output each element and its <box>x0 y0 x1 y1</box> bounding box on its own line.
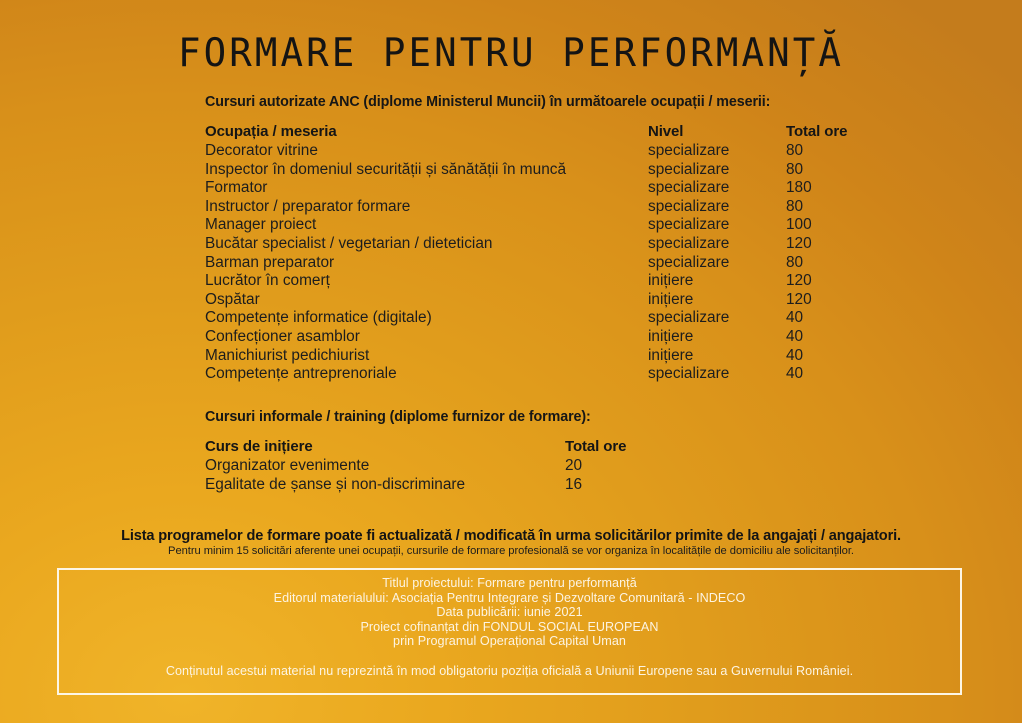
cell-occupation: Lucrător în comerț <box>205 272 330 290</box>
table-header-row <box>205 121 876 142</box>
footer-line: Data publicării: iunie 2021 <box>436 605 583 620</box>
cell-total-hours: 120 <box>786 290 812 308</box>
cell-level: inițiere <box>648 272 694 290</box>
footer-project-info <box>57 576 962 649</box>
cell-level: specializare <box>648 197 730 215</box>
informal-courses-table <box>205 436 705 494</box>
cell-level: inițiere <box>648 327 694 345</box>
cell-total-hours: 120 <box>786 272 812 290</box>
table-row <box>205 347 876 366</box>
section-1-heading: Cursuri autorizate ANC (diplome Ministerul Muncii) în următoarele ocupații / meserii: <box>205 94 771 110</box>
column-header-occupation: Ocupația / meseria <box>205 123 337 140</box>
table-row <box>205 272 876 291</box>
table-row <box>205 161 876 180</box>
table-row <box>205 235 876 254</box>
cell-total-hours: 120 <box>786 234 812 252</box>
cell-total-hours: 80 <box>786 253 804 271</box>
cell-level: specializare <box>648 365 730 383</box>
table-row <box>205 365 876 384</box>
cell-total-hours: 40 <box>786 327 804 345</box>
authorized-courses-table <box>205 121 876 384</box>
cell-occupation: Competențe antreprenoriale <box>205 365 397 383</box>
cell-level: specializare <box>648 234 730 252</box>
column-header-total-hours: Total ore <box>565 438 627 455</box>
footer-line: Editorul materialului: Asociația Pentru Integrare și Dezvoltare Comunitară - INDECO <box>273 590 746 605</box>
table-row <box>205 254 876 273</box>
cell-total-hours: 20 <box>565 457 583 474</box>
cell-occupation: Decorator vitrine <box>205 142 318 159</box>
cell-level: inițiere <box>648 290 694 308</box>
section-2-heading: Cursuri informale / training (diplome furnizor de formare): <box>205 409 591 425</box>
cell-total-hours: 40 <box>786 346 804 364</box>
column-header-total-hours: Total ore <box>786 123 848 140</box>
table-header-row <box>205 436 705 457</box>
cell-total-hours: 80 <box>786 160 804 178</box>
footer-line: prin Programul Operațional Capital Uman <box>393 634 626 649</box>
cell-occupation: Instructor / preparator formare <box>205 197 411 215</box>
table-row <box>205 216 876 235</box>
cell-total-hours: 40 <box>786 309 804 327</box>
footer-line: Proiect cofinanțat din FONDUL SOCIAL EUROPEAN <box>360 619 659 634</box>
table-row <box>205 291 876 310</box>
cell-occupation: Confecționer asamblor <box>205 327 360 345</box>
cell-occupation: Manichiurist pedichiurist <box>205 346 370 364</box>
cell-occupation: Inspector în domeniul securității și sănătății în muncă <box>205 160 567 178</box>
note-secondary: Pentru minim 15 solicitări aferente unei ocupații, cursurile de formare profesională se vor organiza în localitățile de domiciliu ale solicitanților. <box>168 545 854 557</box>
cell-level: specializare <box>648 216 730 234</box>
cell-level: specializare <box>648 179 730 197</box>
poster-title: FORMARE PENTRU PERFORMANȚĂ <box>178 31 844 76</box>
column-header-course: Curs de inițiere <box>205 438 313 455</box>
note-primary: Lista programelor de formare poate fi actualizată / modificată în urma solicitărilor primite de la angajați / angajatori. <box>121 528 901 544</box>
cell-level: inițiere <box>648 346 694 364</box>
table-row <box>205 309 876 328</box>
cell-occupation: Bucătar specialist / vegetarian / dietetician <box>205 234 493 252</box>
table-row <box>205 457 705 476</box>
table-row <box>205 476 705 495</box>
table-row <box>205 198 876 217</box>
cell-occupation: Formator <box>205 179 268 197</box>
footer-disclaimer: Conținutul acestui material nu reprezintă în mod obligatoriu poziția oficială a Uniunii Europene sau a Guvernului României. <box>165 664 854 678</box>
cell-occupation: Barman preparator <box>205 253 335 271</box>
cell-level: specializare <box>648 142 730 159</box>
cell-level: specializare <box>648 309 730 327</box>
cell-occupation: Competențe informatice (digitale) <box>205 309 432 327</box>
cell-total-hours: 100 <box>786 216 812 234</box>
column-header-level: Nivel <box>648 123 684 140</box>
table-row <box>205 142 876 161</box>
footer-line: Titlul proiectului: Formare pentru performanță <box>382 576 637 590</box>
cell-level: specializare <box>648 253 730 271</box>
cell-level: specializare <box>648 160 730 178</box>
table-row <box>205 328 876 347</box>
cell-total-hours: 16 <box>565 475 583 493</box>
cell-course: Egalitate de șanse și non-discriminare <box>205 475 466 493</box>
cell-occupation: Manager proiect <box>205 216 317 234</box>
cell-course: Organizator evenimente <box>205 457 370 474</box>
cell-total-hours: 40 <box>786 365 804 383</box>
cell-total-hours: 80 <box>786 197 804 215</box>
cell-occupation: Ospătar <box>205 290 260 308</box>
cell-total-hours: 80 <box>786 142 804 159</box>
cell-total-hours: 180 <box>786 179 812 197</box>
table-row <box>205 179 876 198</box>
